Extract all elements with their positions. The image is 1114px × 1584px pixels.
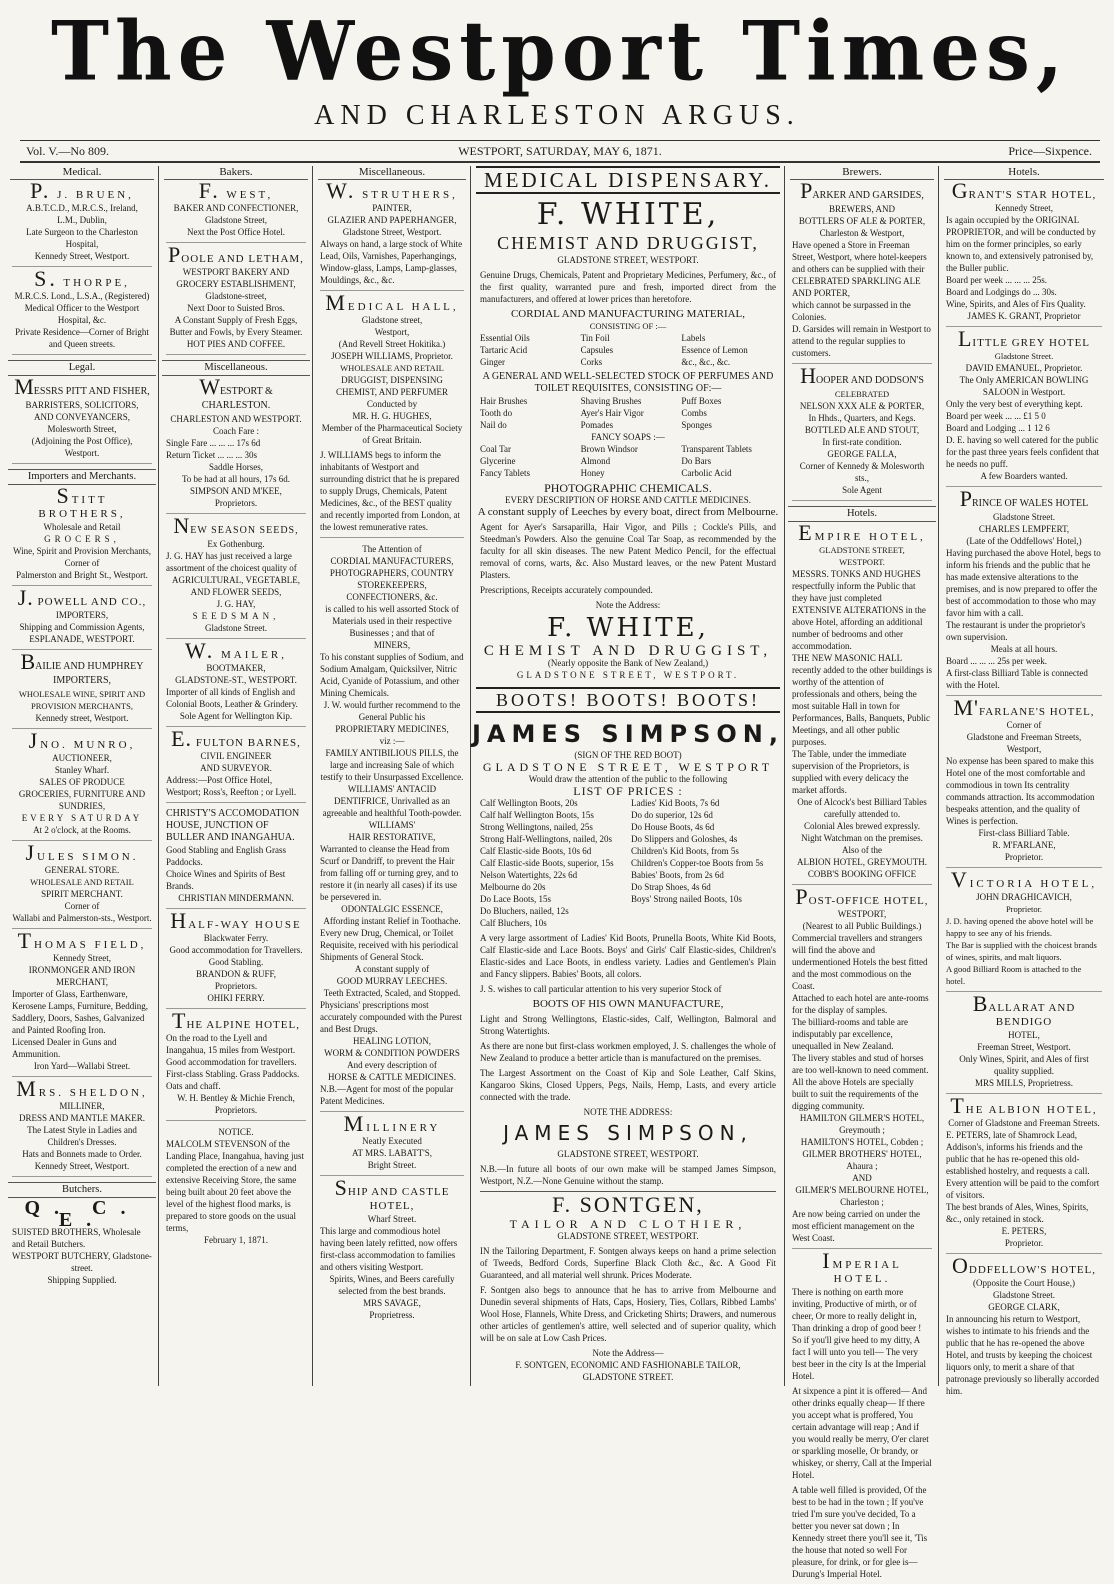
column-miscellaneous [314,166,471,1386]
ad-oddfellows-hotel: ODDFELLOW'S HOTEL, (Opposite the Court House,) Gladstone Street. GEORGE CLARK, In announcing his return to Westport, wishes to intimate to his friends and the public that he has re-opened the above Hotel, and trusts by keeping the choicest liquors only, to merit a share of that patronage previously so liberally accorded him. [946,1253,1099,1396]
ad-medical-hall: MEDICAL HALL, Gladstone street, Westport, (And Revell Street Hokitika.) JOSEPH WILLIAMS, Proprietor. WHOLESALE AND RETAIL DRUGGIST, DISPENSING CHEMIST, AND PERFUMER Conducted by MR. H. G. HUGHES, Member of the Pharmaceutical Society of Great Britain. J. WILLIAMS begs to inform the inhabitants of Westport and surrounding district that he is prepared to supply Drugs, Chemicals, Patent Medicines, &c., of the BEST quality and recently imported from London, at the lowest remunerative rates. [320,296,464,538]
column-bakers [160,166,313,1386]
ad-powell: J. POWELL AND CO., IMPORTERS, Shipping and Commission Agents, ESPLANADE, WESTPORT. [12,591,152,650]
column-hotels [940,166,1108,1396]
ad-thorpe: S. THORPE, M.R.C.S. Lond., L.S.A., (Registered) Medical Officer to the Westport Hospital, &c. Private Residence—Corner of Bright and Queen streets. [12,272,152,355]
ad-bruen: P. J. BRUEN, A.B.T.C.D., M.R.C.S., Ireland, L.M., Dublin, Late Surgeon to the Charleston Hospital, Kennedy Street, Westport. [12,184,152,267]
ad-poole-letham: POOLE AND LETHAM, WESTPORT BAKERY AND GROCERY ESTABLISHMENT, Gladstone-street, Next Door to Suisted Bros. A Constant Supply of Fresh Eggs, Butter and Fowls, by Every Steamer. HOT PIES AND COFFEE. [166,248,306,355]
ad-little-grey-hotel: LITTLE GREY HOTEL Gladstone Street. DAVID EMANUEL, Proprietor. The Only AMERICAN BOWLING SALOON in Westport. Only the very best of everything kept. Board per week ... ... £1 5 0 Board and Lodging ... 1 12 6 D. E. having so well catered for the public for the past three years feels confident that he needs no puff. A few Boarders wanted. [946,332,1102,487]
fwhite-name: F. WHITE, [536,197,720,232]
ad-suisted: Q. C. E. SUISTED BROTHERS, Wholesale and Retail Butchers. WESTPORT BUTCHERY, Gladstone-street. Shipping Supplied. [12,1197,152,1285]
ad-barnes: E. FULTON BARNES, CIVIL ENGINEER AND SURVEYOR. Address:—Post Office Hotel, Westport; Ross's, Reefton ; or Lyell. [166,732,306,803]
qce-mark: Q. C. E. [24,1197,140,1231]
ad-attention: The Attention of CORDIAL MANUFACTURERS, PHOTOGRAPHERS, COUNTRY STOREKEEPERS, CONFECTIONERS, &c. is called to his well assorted Stock of Materials used in their respective Businesses ; and that of MINERS, To his constant supplies of Sodium, and Sodium Amalgam, Quicksilver, Nitric Acid, Cyanide of Potassium, and other Mining Chemicals. J. W. would further recommend to the General Public his PROPRIETARY MEDICINES, viz :— FAMILY ANTIBILIOUS PILLS, the large and increasing Sale of which testify to their Unsurpassed Excellence. WILLIAMS' ANTACID DENTIFRICE, Unrivalled as an agreeable and healthful Tooth-powder. WILLIAMS' HAIR RESTORATIVE, Warranted to cleanse the Head from Scurf or Dandriff, to prevent the Hair from falling off or turning grey, and to restore it (in nearly all cases) if its use be persevered in. ODONTALGIC ESSENCE, Affording instant Relief in Toothache. Every new Drug, Chemical, or Toilet Requisite, received with his periodical Shipments of General Stock. A constant supply of GOOD MURRAY LEECHES. Teeth Extracted, Scaled, and Stopped. Physicians' prescriptions most accurately compounded with the Purest and Best Drugs. HEALING LOTION, WORM & CONDITION POWDERS And every description of HORSE & CATTLE MEDICINES. N.B.—Agent for most of the popular Patent Medicines. [320,543,464,1112]
ad-stitt: STITT BROTHERS, Wholesale and Retail GROCERS, Wine, Spirit and Provision Merchants, Corner of Palmerston and Bright St., Westport. [12,489,152,586]
section-heading: Bakers. [164,166,308,180]
ad-ship-castle: SHIP AND CASTLE HOTEL, Wharf Street. This large and commodious hotel having been lately refitted, now offers first-class accommodation to families and others visiting Westport. Spirits, Wines, and Beers carefully selected from the best brands. MRS SAVAGE, Proprietress. [320,1175,458,1320]
section-heading: Miscellaneous. [318,166,466,180]
ad-albion-hotel: THE ALBION HOTEL, Corner of Gladstone and Freeman Streets. E. PETERS, late of Shamrock Lead, Addison's, informs his friends and the public that he has re-opened this old-established hostelry, and requests a call. Every attention will be paid to the comfort of visitors. The best brands of Ales, Wines, Spirits, &c., only retained in stock. E. PETERS, Proprietor. [946,1099,1102,1254]
section-heading: Brewers. [790,166,934,180]
ad-pitt-fisher: MESSRS PITT AND FISHER, BARRISTERS, SOLICITORS, AND CONVEYANCERS, Molesworth Street, (Adjoining the Post Office), Westport. [12,380,152,464]
ad-empire-hotel: EMPIRE HOTEL, GLADSTONE STREET, WESTPORT. MESSRS. TONKS AND HUGHES respectfully inform the Public that they have just completed EXTENSIVE ALTERATIONS in the above Hotel, affording an additional number of bedrooms and other accommodation. THE NEW MASONIC HALL recently added to the other buildings is worthy of the attention of professionals and others, being the most suitable Hall in town for Performances, Balls, Banquets, Public Meetings, and all other public purposes. The Table, under the immediate supervision of the Proprietors, is supplied with every delicacy the market affords. One of Alcock's best Billiard Tables carefully attended to. Colonial Ales brewed expressly. Night Watchman on the premises. Also of the ALBION HOTEL, GREYMOUTH. COBB'S BOOKING OFFICE [792,526,932,885]
masthead [0,0,1114,140]
issue-date: WESTPORT, SATURDAY, MAY 6, 1871. [458,144,662,158]
dispensary-title: MEDICAL DISPENSARY. [476,166,780,194]
newspaper-subtitle: AND CHARLESTON ARGUS. [314,100,800,131]
ad-west: F. WEST, BAKER AND CONFECTIONER, Gladstone Street, Next the Post Office Hotel. [166,184,306,243]
newspaper-title: The Westport Times, [50,3,1070,100]
ad-grants-star-hotel: GRANT'S STAR HOTEL, Kennedy Street, Is again occupied by the ORIGINAL PROPRIETOR, and will be conducted by him on the former principles, so early known to, and extensively patronised by, the Buller public. Board per week ... ... ... 25s. Board and Lodgings do ... 30s. Wine, Spirits, and Ales of Firs Quality. JAMES K. GRANT, Proprietor [946,184,1102,327]
soap-items: Coal Tar Brown Windsor Transparent Tablets Glycerine Almond Do Bars Fancy Tablets Honey Carbolic Acid [480,444,752,478]
ad-struthers: W. STRUTHERS, PAINTER, GLAZIER AND PAPERHANGER, Gladstone Street, Westport. Always on hand, a large stock of White Lead, Oils, Varnishes, Paperhangings, Window-glass, Lamps, Lamp-glasses, Mouldings, &c., &c. [320,184,464,291]
ad-field: THOMAS FIELD, Kennedy Street, IRONMONGER AND IRON MERCHANT, Importer of Glass, Earthenware, Kerosene Lamps, Furniture, Bedding, Saddlery, Doors, Sashes, Galvanized and Painted Roofing Iron. Licensed Dealer in Guns and Ammunition. Iron Yard—Wallabi Street. [12,934,152,1077]
volume-number: Vol. V.—No 809. [26,144,110,158]
ad-imperial-hotel: IMPERIAL HOTEL. There is nothing on earth more inviting, Productive of mirth, or of cheer, Or more to really delight in, Than drinking a drop of good beer ! So if you'll give heed to my ditty, A fact I will unto you tell— The very best beer in the city Is at the Imperial Hotel. At sixpence a pint it is offered— And other drinks equally cheap— If there you accept what is proffered, You certain advantage will reap ; And if you would really be merry, O'er claret or sparkling moselle, Or brandy, or whiskey, or sherry, Call at the Imperial Hotel. A table well filled is provided, Of the best to be had in the town ; If you've tried I'm sure you've decided, To a better you never sat down ; In Kennedy street there you'll see it, 'Tis the house that noted so well For pleasure, for drink, or for glee is— Durung's Imperial Hotel. [792,1248,932,1579]
cordial-items: Essential Oils Tin Foil Labels Tartaric Acid Capsules Essence of Lemon Ginger Corks &c., &c., &c. [480,333,748,367]
ad-mailer: W. MAILER, BOOTMAKER, GLADSTONE-ST., WESTPORT. Importer of all kinds of English and Colonial Boots, Leather & Grindery. Sole Agent for Wellington Kip. [166,644,306,727]
section-heading: Hotels. [944,166,1104,180]
james-simpson-name: JAMES SIMPSON, [472,720,784,748]
ad-baillie: BAILIE AND HUMPHREY IMPORTERS, WHOLESALE WINE, SPIRIT AND PROVISION MERCHANTS, Kennedy street, Westport. [12,655,152,729]
section-heading: Importers and Merchants. [8,469,156,485]
ad-sheldon: MRS. SHELDON, MILLINER, DRESS AND MANTLE MAKER. The Latest Style in Ladies and Children's Dresses. Hats and Bonnets made to Order. Kennedy Street, Westport. [12,1082,152,1177]
issue-price: Price—Sixpence. [1008,144,1092,158]
ad-post-office-hotel: POST-OFFICE HOTEL, WESTPORT, (Nearest to all Public Buildings.) Commercial travellers and strangers will find the above and undermentioned Hotels the best fitted and the most commodious on the Coast. Attached to each hotel are ante-rooms for the display of samples. The billiard-rooms and table are indisputably par excellence, unequalled in New Zealand. The livery stables and stud of horses are too well-known to need comment. All the above Hotels are specially built to suit the requirements of the digging community. HAMILTON GILMER'S HOTEL, Greymouth ; HAMILTON'S HOTEL, Cobden ; GILMER BROTHERS' HOTEL, Ahaura ; AND GILMER'S MELBOURNE HOTEL, Charleston ; Are now being carried on under the most efficient management on the West Coast. [792,890,932,1249]
section-heading: Medical. [10,166,154,180]
boots-banner: BOOTS! BOOTS! BOOTS! [476,687,780,713]
ad-halfway: HALF-WAY HOUSE Blackwater Ferry. Good accommodation for Travellers. Good Stabling. BRANDON & RUFF, Proprietors. OHIKI FERRY. [166,914,306,1009]
ad-notice: NOTICE. MALCOLM STEVENSON of the Landing Place, Inangahua, having just completed the erection of a new and extensive Receiving Store, the same being built about 20 feet above the level of the highest flood marks, is prepared to store goods on the usual terms, February 1, 1871. [166,1127,304,1245]
section-heading: Miscellaneous. [162,360,310,376]
ad-parker-garsides: PARKER AND GARSIDES, BREWERS, AND BOTTLERS OF ALE & PORTER, Charleston & Westport, Have opened a Store in Freeman Street, Westport, where hotel-keepers and others can be supplied with their CELEBRATED SPARKLING ALE AND PORTER, which cannot be surpassed in the Colonies. D. Garsides will remain in Westport to attend to the regular supplies to customers. [792,184,932,364]
ad-coach: WESTPORT & CHARLESTON. CHARLESTON AND WESTPORT. Coach Fare : Single Fare ... ... ... 17s 6d Return Ticket ... ... ... 30s Saddle Horses, To be had at all hours, 17s 6d. SIMPSON AND M'KEE, Proprietors. [166,380,306,514]
ad-mfarlanes-hotel: M'FARLANE'S HOTEL, Corner of Gladstone and Freeman Streets, Westport, No expense has been spared to make this Hotel one of the most comfortable and commodious in town Its centrality commands attraction. Its accommodation bespeaks attention, and the quality of Wines is perfection. First-class Billiard Table. R. M'FARLANE, Proprietor. [946,701,1102,868]
ad-victoria-hotel: VICTORIA HOTEL, JOHN DRAGHICAVICH, Proprietor. J. D. having opened the above hotel will be happy to see any of his friends. The Bar is supplied with the choicest brands of wines, spirits, and malt liquors. A good Billiard Room is attached to the hotel. [946,873,1102,992]
section-heading: Legal. [8,360,156,376]
ad-hooper-dodson: HOOPER AND DODSON'S CELEBRATED NELSON XXX ALE & PORTER, In Hhds., Quarters, and Kegs. BOTTLED ALE AND STOUT, In first-rate condition. GEORGE FALLA, Corner of Kennedy & Molesworth sts., Sole Agent [792,369,932,501]
ad-munro: JNO. MUNRO, AUCTIONEER, Stanley Wharf. SALES OF PRODUCE GROCERIES, FURNITURE AND SUNDRIES, EVERY SATURDAY At 2 o'clock, at the Rooms. [12,734,152,841]
column-dispensary: MEDICAL DISPENSARY. F. WHITE, CHEMIST AND DRUGGIST, GLADSTONE STREET, WESTPORT. Genuine Drugs, Chemicals, Patent and Proprietary Medicines, Perfumery, &c., of the first quality, warranted pure and fresh, imported direct from the manufacturers, and offered at lower prices than heretofore. CORDIAL AND MANUFACTURING MATERIAL, CONSISTING OF :— Essential Oils Tin Foil Labels Tartaric Acid Capsules Essence of Lemon Ginger Corks &c., &c., &c. A GENERAL AND WELL-SELECTED STOCK OF PERFUMES AND TOILET REQUISITES, CONSISTING OF:— Hair Brushes Shaving Brushes Puff Boxes Tooth do Ayer's Hair Vigor Combs Nail do Pomades Sponges FANCY SOAPS :— Coal Tar Brown Windsor Transparent Tablets Glycerine Almond Do Bars Fancy Tablets Honey Carbolic Acid PHOTOGRAPHIC CHEMICALS. EVERY DESCRIPTION OF HORSE AND CATTLE MEDICINES. A constant supply of Leeches by every boat, direct from Melbourne. Agent for Ayer's Sarsaparilla, Hair Vigor, and Pills ; Cockle's Pills, and Steedman's Powders. Also the genuine Coal Tar Soap, as recommended by the faculty for all skin diseases. The new Patent Medico Pencil, for the effectual removal of corns, warts, &c. Also Mustard leaves, or the new Patent Mustard Plasters. Prescriptions, Receipts accurately compounded. Note the Address: F. WHITE, CHEMIST AND DRUGGIST, (Nearly opposite the Bank of New Zealand,) GLADSTONE STREET, WESTPORT. BOOTS! BOOTS! BOOTS! JAMES SIMPSON, (SIGN OF THE RED BOOT) GLADSTONE STREET, WESTPORT Would draw the attention of the public to the following LIST OF PRICES : Calf Wellington Boots, 20s Calf half Wellington Boots, 15s Strong Wellingtons, nailed, 25s Strong Half-Wellingtons, nailed, 20s Calf Elastic-side Boots, 10s 6d Calf Elastic-side Boots, superior, 15s Nelson Watertights, 22s 6d Melbourne do 20s Do Lace Boots, 15s Do Bluchers, nailed, 12s Calf Bluchers, 10s Ladies' Kid Boots, 7s 6d Do do superior, 12s 6d Do House Boots, 4s 6d Do Slippers and Goloshes, 4s Children's Kid Boots, from 5s Children's Copper-toe Boots from 5s Babies' Boots, from 2s 6d Do Strap Shoes, 4s 6d Boys' Strong nailed Boots, 10s A very large assortment of Ladies' Kid Boots, Prunella Boots, White Kid Boots, Calf Elastic-side and Lace Boots. Boys' and Girls' Calf Elastic-sides, Children's Elastic-sides and Lace Boots, in endless variety. Ladies and Gentlemen's Plain and Fancy slippers. Babies' Boots, all colors. J. S. wishes to call particular attention to his very superior Stock of BOOTS OF HIS OWN MANUFACTURE, Light and Strong Wellingtons, Elastic-sides, Calf, Wellington, Balmoral and Strong Watertights. As there are none but first-class workmen employed, J. S. challenges the whole of New Zealand to produce a better article than is manufactured on the premises. The Largest Assortment on the Coast of Kip and Sole Leather, Calf Skins, Kangaroo Skins, Closed Uppers, Pegs, Nails, Hemp, Lasts, and every article connected with the trade. NOTE THE ADDRESS: JAMES SIMPSON, GLADSTONE STREET, WESTPORT. N.B.—In future all boots of our own make will be stamped James Simpson, Westport, N.Z.—None Genuine without the stamp. F. SONTGEN, TAILOR AND CLOTHIER, GLADSTONE STREET, WESTPORT. IN the Tailoring Department, F. Sontgen always keeps on hand a prime selection of Tweeds, Bedford Cords, Superfine Black Cloth &c., &c. A Good Fit Guaranteed, and all material well shrunk. Prices Moderate. F. Sontgen also begs to announce that he has to arrive from Melbourne and Dunedin several shipments of Hats, Caps, Hosiery, Ties, Collars, Ribbed Lambs' Wool Hose, Flannels, White Dress, and Cricketing Shirts; Drawers, and numerous other articles of gentlemen's attire, well selected and of superior quality, which will be on sale at Low Cash Prices. Note the Address— F. SONTGEN, ECONOMIC AND FASHIONABLE TAILOR, GLADSTONE STREET. [472,166,785,1386]
ad-labatt: MILLINERY Neatly Executed AT MRS. LABATT'S, Bright Street. [320,1117,464,1176]
ad-simon: JULES SIMON. GENERAL STORE. WHOLESALE AND RETAIL SPIRIT MERCHANT. Corner of Wallabi and Palmerston-sts., Westport. [12,846,152,929]
ad-ballarat-bendigo-hotel: BALLARAT AND BENDIGO HOTEL, Freeman Street, Westport. Only Wines, Spirit, and Ales of first quality supplied. MRS MILLS, Proprietress. [946,997,1102,1094]
dateline [20,140,1100,163]
section-heading: Hotels. [788,506,936,522]
section-heading: Butchers. [8,1182,156,1198]
ad-alpine: THE ALPINE HOTEL, On the road to the Lyell and Inangahua, 15 miles from Westport. Good accommodation for travellers. First-class Stabling. Grass Paddocks. Oats and chaff. W. H. Bentley & Michie French, Proprietors. [166,1014,306,1121]
column-medical [6,166,159,1386]
price-list: Calf Wellington Boots, 20s Calf half Wellington Boots, 15s Strong Wellingtons, nailed, 25s Strong Half-Wellingtons, nailed, 20s Calf Elastic-side Boots, 10s 6d Calf Elastic-side Boots, superior, 15s Nelson Watertights, 22s 6d Melbourne do 20s Do Lace Boots, 15s Do Bluchers, nailed, 12s Calf Bluchers, 10s Ladies' Kid Boots, 7s 6d Do do superior, 12s 6d Do House Boots, 4s 6d Do Slippers and Goloshes, 4s Children's Kid Boots, from 5s Children's Copper-toe Boots from 5s Babies' Boots, from 2s 6d Do Strap Shoes, 4s 6d Boys' Strong nailed Boots, 10s [480,798,764,928]
ad-christy: CHRISTY'S ACCOMODATION HOUSE, JUNCTION OF BULLER AND INANGAHUA. Good Stabling and English Grass Paddocks. Choice Wines and Spirits of Best Brands. CHRISTIAN MINDERMANN. [166,808,306,909]
column-brewers [786,166,939,1579]
toilet-items: Hair Brushes Shaving Brushes Puff Boxes Tooth do Ayer's Hair Vigor Combs Nail do Pomades Sponges [480,396,722,430]
ad-prince-of-wales-hotel: PRINCE OF WALES HOTEL Gladstone Street. CHARLES LEMPFERT, (Late of the Oddfellows' Hotel,) Having purchased the above Hotel, begs to inform his friends and the public that he has made extensive alterations to the premises, and is now prepared to offer the best of accommodation to those who may favor him with a call. The restaurant is under the proprietor's own supervision. Meals at all hours. Board ... ... ... 25s per week. A first-class Billiard Table is connected with the Hotel. [946,492,1102,696]
ad-seeds: NEW SEASON SEEDS, Ex Gothenburg. J. G. HAY has just received a large assortment of the choicest quality of AGRICULTURAL, VEGETABLE, AND FLOWER SEEDS, J. G. HAY, SEEDSMAN, Gladstone Street. [166,519,306,639]
